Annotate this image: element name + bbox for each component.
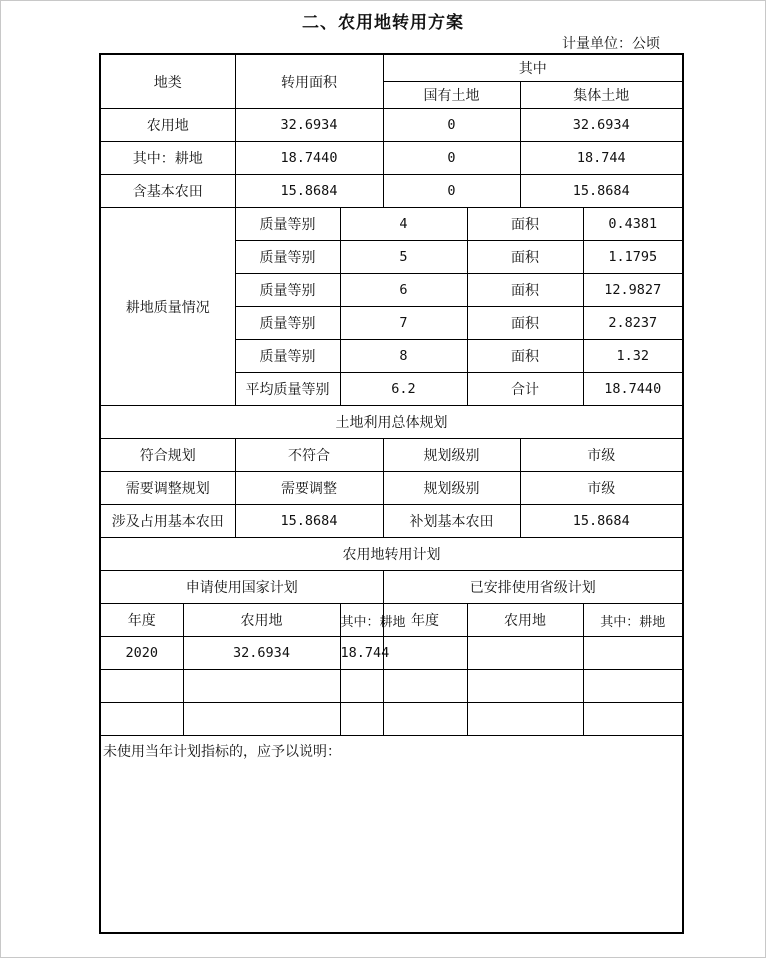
table-row [100,505,683,538]
grade-value: 4 [340,208,467,241]
header-state-owned: 国有土地 [383,82,520,109]
table-row [100,109,683,142]
area-cell: 15.8684 [235,175,383,208]
explanation-note: 未使用当年计划指标的，应予以说明： [100,736,683,934]
col-arable: 其中：耕地 [583,604,683,637]
provincial-plan-header: 已安排使用省级计划 [383,571,683,604]
area-value: 1.32 [583,340,683,373]
header-collective: 集体土地 [520,82,683,109]
area-value: 2.8237 [583,307,683,340]
table-row [100,208,683,241]
planning-key: 符合规划 [100,439,235,472]
state-cell: 0 [383,142,520,175]
farmland-cell [467,703,583,736]
arable-cell: 18.744 [340,637,383,670]
planning-value: 15.8684 [520,505,683,538]
plan-section-title: 农用地转用计划 [100,538,683,571]
area-cell: 32.6934 [235,109,383,142]
quality-section-label: 耕地质量情况 [100,208,235,406]
grade-label: 质量等别 [235,274,340,307]
table-row [100,670,683,703]
col-year: 年度 [100,604,183,637]
arable-cell [340,703,383,736]
total-label: 合计 [467,373,583,406]
table-row [100,142,683,175]
area-value: 12.9827 [583,274,683,307]
land-type-cell: 农用地 [100,109,235,142]
table-row [100,175,683,208]
table-row [100,439,683,472]
planning-value: 市级 [520,439,683,472]
planning-key: 涉及占用基本农田 [100,505,235,538]
table-row [100,703,683,736]
unit-label: 计量单位：公顷 [562,36,660,52]
state-cell: 0 [383,175,520,208]
planning-value: 需要调整 [235,472,383,505]
area-value: 0.4381 [583,208,683,241]
farmland-cell: 32.6934 [183,637,340,670]
farmland-cell [467,637,583,670]
farmland-cell [183,703,340,736]
arable-cell [583,670,683,703]
col-farmland: 农用地 [183,604,340,637]
area-value: 1.1795 [583,241,683,274]
grade-value: 7 [340,307,467,340]
farmland-cell [467,670,583,703]
grade-value: 8 [340,340,467,373]
year-cell [100,670,183,703]
col-farmland: 农用地 [467,604,583,637]
collective-cell: 32.6934 [520,109,683,142]
header-land-type: 地类 [100,54,235,109]
year-cell [100,703,183,736]
col-year: 年度 [383,604,467,637]
grade-value: 5 [340,241,467,274]
area-label: 面积 [467,307,583,340]
area-label: 面积 [467,340,583,373]
area-cell: 18.7440 [235,142,383,175]
table-row [100,472,683,505]
avg-grade-label: 平均质量等别 [235,373,340,406]
conversion-table [99,53,684,934]
year-cell [383,637,467,670]
arable-cell [583,703,683,736]
area-label: 面积 [467,241,583,274]
planning-key: 补划基本农田 [383,505,520,538]
farmland-cell [183,670,340,703]
planning-key: 规划级别 [383,472,520,505]
area-label: 面积 [467,274,583,307]
page-title: 二、农用地转用方案 [302,13,464,33]
arable-cell [340,670,383,703]
grade-label: 质量等别 [235,307,340,340]
table-row [100,637,683,670]
state-cell: 0 [383,109,520,142]
land-type-cell: 其中：耕地 [100,142,235,175]
planning-key: 规划级别 [383,439,520,472]
header-of-which: 其中 [383,54,683,82]
year-cell [383,670,467,703]
planning-value: 15.8684 [235,505,383,538]
arable-cell [583,637,683,670]
area-label: 面积 [467,208,583,241]
col-arable: 其中：耕地 [340,604,383,637]
avg-grade-value: 6.2 [340,373,467,406]
grade-label: 质量等别 [235,208,340,241]
year-cell [383,703,467,736]
planning-value: 不符合 [235,439,383,472]
header-converted-area: 转用面积 [235,54,383,109]
planning-key: 需要调整规划 [100,472,235,505]
collective-cell: 15.8684 [520,175,683,208]
grade-value: 6 [340,274,467,307]
year-cell: 2020 [100,637,183,670]
total-value: 18.7440 [583,373,683,406]
grade-label: 质量等别 [235,340,340,373]
national-plan-header: 申请使用国家计划 [100,571,383,604]
land-type-cell: 含基本农田 [100,175,235,208]
collective-cell: 18.744 [520,142,683,175]
planning-value: 市级 [520,472,683,505]
planning-section-title: 土地利用总体规划 [100,406,683,439]
grade-label: 质量等别 [235,241,340,274]
